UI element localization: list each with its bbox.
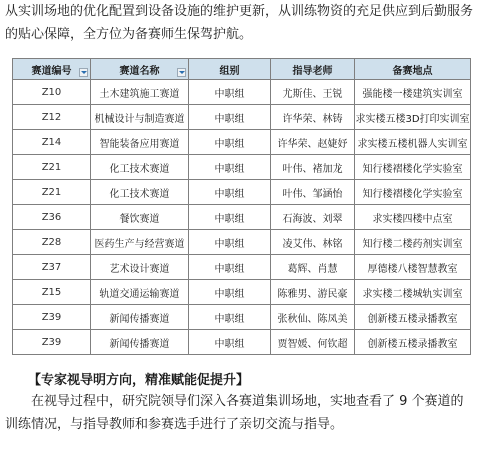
cell-group: 中职组 bbox=[189, 130, 271, 155]
cell-track-name: 化工技术赛道 bbox=[91, 155, 189, 180]
table-row bbox=[13, 255, 471, 280]
header-label: 赛道名称 bbox=[119, 65, 160, 77]
cell-track-code: Z37 bbox=[13, 255, 91, 280]
filter-dropdown-icon[interactable] bbox=[177, 68, 186, 77]
cell-location: 厚德楼八楼智慧教室 bbox=[355, 255, 471, 280]
cell-track-name: 智能装备应用赛道 bbox=[91, 130, 189, 155]
cell-group: 中职组 bbox=[189, 330, 271, 355]
cell-track-code: Z14 bbox=[13, 130, 91, 155]
cell-location: 强能楼一楼建筑实训室 bbox=[355, 80, 471, 105]
table-header-row bbox=[13, 59, 471, 80]
header-label: 赛道编号 bbox=[31, 65, 72, 77]
cell-group: 中职组 bbox=[189, 155, 271, 180]
cell-group: 中职组 bbox=[189, 180, 271, 205]
cell-track-name: 餐饮赛道 bbox=[91, 205, 189, 230]
cell-track-name: 新闻传播赛道 bbox=[91, 305, 189, 330]
cell-track-code: Z21 bbox=[13, 155, 91, 180]
cell-instructor: 贾智媛、何钦超 bbox=[271, 330, 355, 355]
cell-instructor: 张秋仙、陈凤美 bbox=[271, 305, 355, 330]
cell-track-code: Z21 bbox=[13, 180, 91, 205]
cell-instructor: 陈雅男、游民豪 bbox=[271, 280, 355, 305]
cell-instructor: 尤斯佳、王锐 bbox=[271, 80, 355, 105]
table-row bbox=[13, 105, 471, 130]
cell-location: 求实楼二楼城轨实训室 bbox=[355, 280, 471, 305]
header-label: 备赛地点 bbox=[392, 65, 433, 77]
cell-track-code: Z12 bbox=[13, 105, 91, 130]
cell-track-name: 新闻传播赛道 bbox=[91, 330, 189, 355]
cell-track-code: Z36 bbox=[13, 205, 91, 230]
cell-instructor: 叶伟、邹涵怡 bbox=[271, 180, 355, 205]
cell-track-name: 土木建筑施工赛道 bbox=[91, 80, 189, 105]
cell-location: 知行楼褶楼化学实验室 bbox=[355, 155, 471, 180]
table-row bbox=[13, 130, 471, 155]
cell-track-name: 化工技术赛道 bbox=[91, 180, 189, 205]
section-heading: 【专家视导明方向，精准赋能促提升】 bbox=[28, 373, 250, 388]
cell-group: 中职组 bbox=[189, 280, 271, 305]
cell-track-code: Z39 bbox=[13, 305, 91, 330]
cell-track-code: Z28 bbox=[13, 230, 91, 255]
cell-instructor: 石海波、刘翠 bbox=[271, 205, 355, 230]
header-instructor[interactable] bbox=[271, 59, 355, 80]
cell-location: 求实楼五楼3D打印实训室 bbox=[355, 105, 471, 130]
table-row bbox=[13, 205, 471, 230]
venue-table bbox=[12, 58, 471, 355]
header-label: 组别 bbox=[219, 65, 240, 77]
table-row bbox=[13, 330, 471, 355]
filter-dropdown-icon[interactable] bbox=[79, 68, 88, 77]
cell-group: 中职组 bbox=[189, 230, 271, 255]
header-group[interactable] bbox=[189, 59, 271, 80]
cell-location: 知行楼二楼药剂实训室 bbox=[355, 230, 471, 255]
cell-track-code: Z10 bbox=[13, 80, 91, 105]
table-row bbox=[13, 230, 471, 255]
cell-location: 创新楼五楼录播教室 bbox=[355, 305, 471, 330]
table-row bbox=[13, 180, 471, 205]
intro-paragraph: 从实训场地的优化配置到设备设施的维护更新，从训练物资的充足供应到后勤服务的贴心保障，全方位为备赛师生保驾护航。 bbox=[5, 4, 474, 42]
cell-location: 求实楼四楼中点室 bbox=[355, 205, 471, 230]
table-row bbox=[13, 80, 471, 105]
cell-group: 中职组 bbox=[189, 255, 271, 280]
cell-location: 知行楼褶楼化学实验室 bbox=[355, 180, 471, 205]
cell-group: 中职组 bbox=[189, 305, 271, 330]
header-track-code[interactable] bbox=[13, 59, 91, 80]
cell-instructor: 许华荣、赵婕妤 bbox=[271, 130, 355, 155]
cell-instructor: 葛辉、肖慧 bbox=[271, 255, 355, 280]
table-row bbox=[13, 155, 471, 180]
cell-track-name: 轨道交通运输赛道 bbox=[91, 280, 189, 305]
cell-group: 中职组 bbox=[189, 80, 271, 105]
cell-track-code: Z15 bbox=[13, 280, 91, 305]
cell-location: 求实楼五楼机器人实训室 bbox=[355, 130, 471, 155]
cell-group: 中职组 bbox=[189, 205, 271, 230]
cell-instructor: 许华荣、林铸 bbox=[271, 105, 355, 130]
cell-track-name: 机械设计与制造赛道 bbox=[91, 105, 189, 130]
cell-instructor: 凌艾伟、林铭 bbox=[271, 230, 355, 255]
table-row bbox=[13, 305, 471, 330]
cell-track-code: Z39 bbox=[13, 330, 91, 355]
table-body bbox=[13, 80, 471, 355]
header-label: 指导老师 bbox=[292, 65, 333, 77]
table-row bbox=[13, 280, 471, 305]
header-location[interactable] bbox=[355, 59, 471, 80]
header-track-name[interactable] bbox=[91, 59, 189, 80]
body-paragraph: 在视导过程中，研究院领导们深入各赛道集训场地，实地查看了 9 个赛道的训练情况，与指导教师和参赛选手进行了亲切交流与指导。 bbox=[5, 394, 464, 432]
cell-track-name: 艺术设计赛道 bbox=[91, 255, 189, 280]
cell-location: 创新楼五楼录播教室 bbox=[355, 330, 471, 355]
cell-group: 中职组 bbox=[189, 105, 271, 130]
cell-track-name: 医药生产与经营赛道 bbox=[91, 230, 189, 255]
cell-instructor: 叶伟、褚加龙 bbox=[271, 155, 355, 180]
